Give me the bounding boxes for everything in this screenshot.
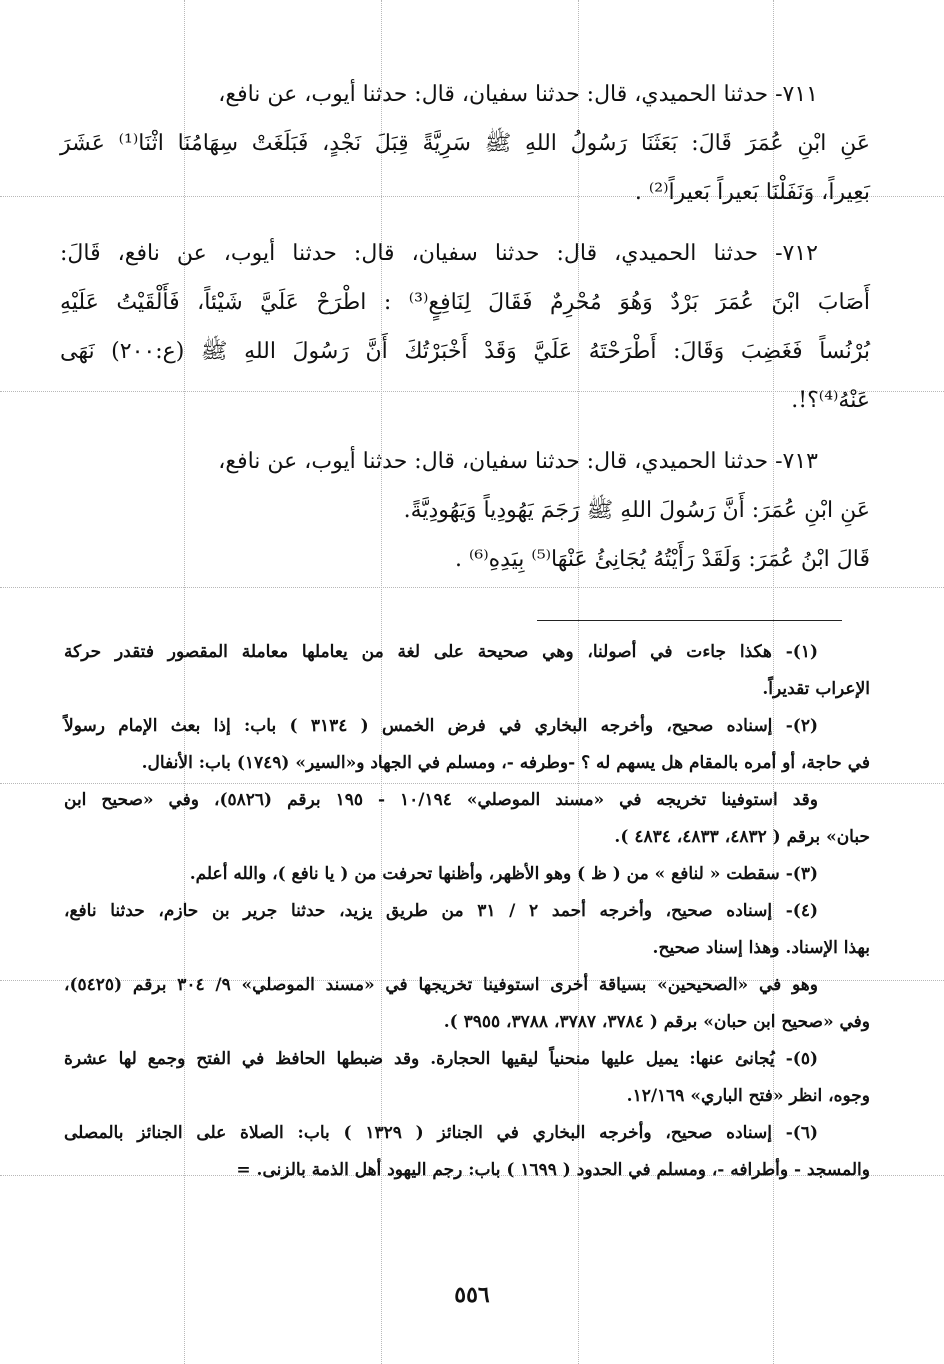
footnote-line: الإعراب تقديراً.	[762, 679, 870, 699]
footnote-1	[64, 634, 870, 708]
footnote-2	[64, 708, 870, 782]
hadith-text-line: قَالَ ابْنُ عُمَرَ: وَلَقَدْ رَأَيْتُهُ يُجَانِئُ عَنْهَا⁽⁵⁾ بِيَدِهِ⁽⁶⁾ .	[454, 547, 870, 572]
footnote-line: (٥)- يُجانئ عنها: يميل عليها منحنياً ليقيها الحجارة. وقد ضبطها الحافظ في الفتح وجمع لها عشرة	[64, 1049, 818, 1069]
hadith-isnad-line: ٧١٣- حدثنا الحميدي، قال: حدثنا سفيان، قال: حدثنا أيوب، عن نافع،	[218, 449, 818, 474]
hadith-isnad-line: ٧١١- حدثنا الحميدي، قال: حدثنا سفيان، قال: حدثنا أيوب، عن نافع،	[218, 82, 818, 107]
hadith-712	[60, 229, 870, 425]
footnote-line: (٦)- إسناده صحيح، وأخرجه البخاري في الجنائز ( ١٣٢٩ ) باب: الصلاة على الجنائز بالمصلى	[64, 1123, 819, 1143]
footnote-line: وقد استوفينا تخريجه في «مسند الموصلي» ١٠/١٩٤ - ١٩٥ برقم (٥٨٢٦)، وفي «صحيح ابن	[64, 790, 818, 810]
footnote-line: وهو في «الصحيحين» بسياقة أخرى استوفينا تخريجها في «مسند الموصلي» ٩/ ٣٠٤ برقم (٥٤٢٥)،	[64, 975, 818, 995]
hadith-713	[60, 437, 870, 584]
footnotes-section	[64, 634, 870, 1189]
footnote-line: والمسجد - وأطرافه -، ومسلم في الحدود ( ١٦٩٩ ) باب: رجم اليهود أهل الذمة بالزنى. =	[236, 1160, 870, 1180]
footnote-divider	[537, 620, 842, 621]
hadith-text-line: أَصَابَ ابْنَ عُمَرَ بَرْدٌ وَهُوَ مُحْرِمٌ فَقَالَ لِنَافِعٍ⁽³⁾ : اطْرَحْ عَلَيَّ شَيْئاً، فَأَلْقَيْتُ عَلَيْهِ	[60, 290, 870, 315]
hadith-text-line: بُرْنُساً فَغَضِبَ وَقَالَ: أَطْرَحْتَهُ عَلَيَّ وَقَدْ أَخْبَرْتُكَ أَنَّ رَسُولَ اللهِ ﷺ (ع:٢٠٠) نَهَى	[60, 339, 870, 364]
hadith-text-line: عَنِ ابْنِ عُمَرَ: أَنَّ رَسُولَ اللهِ ﷺ رَجَمَ يَهُودِياً وَيَهُودِيَّةً.	[403, 498, 870, 523]
hadith-text-line: عَنِ ابْنِ عُمَرَ قَالَ: بَعَثَنَا رَسُولُ اللهِ ﷺ سَرِيَّةً قِبَلَ نَجْدٍ، فَبَلَغَتْ سِهَامُنَا اثْنَا⁽¹⁾ عَشَرَ	[60, 131, 870, 156]
hadith-text-line: بَعِيراً، وَنَفَلْنَا بَعيراً بَعيراً⁽²⁾ .	[634, 180, 870, 205]
footnote-line: حبان» برقم ( ٤٨٣٢، ٤٨٣٣، ٤٨٣٤ ).	[614, 827, 870, 847]
footnote-line: بهذا الإسناد. وهذا إسناد صحيح.	[652, 938, 870, 958]
hadith-711	[60, 70, 870, 217]
footnote-4	[64, 893, 870, 967]
footnote-line: (٤)- إسناده صحيح، وأخرجه أحمد ٢ / ٣١ من طريق يزيد، حدثنا جرير بن حازم، حدثنا نافع،	[64, 901, 818, 921]
footnote-line: وفي «صحيح ابن حبان» برقم ( ٣٧٨٤، ٣٧٨٧، ٣٧٨٨، ٣٩٥٥ ).	[443, 1012, 870, 1032]
footnote-line: (١)- هكذا جاءت في أصولنا، وهي صحيحة على لغة من يعاملها معاملة المقصور فتقدر حركة	[64, 642, 818, 662]
footnote-4-continued	[64, 967, 870, 1041]
hadith-isnad-line: ٧١٢- حدثنا الحميدي، قال: حدثنا سفيان، قال: حدثنا أيوب، عن نافع، قَالَ:	[60, 241, 818, 266]
footnote-line: (٢)- إسناده صحيح، وأخرجه البخاري في فرض الخمس ( ٣١٣٤ ) باب: إذا بعث الإمام رسولاً	[64, 716, 818, 736]
footnote-2-continued	[64, 782, 870, 856]
footnote-line: في حاجة، أو أمره بالمقام هل يسهم له ؟ -وطرفه -، ومسلم في الجهاد و«السير» (١٧٤٩) باب: الأنفال.	[141, 753, 870, 773]
footnote-3	[64, 856, 870, 893]
footnote-line: (٣)- سقطت « لنافع » من ( ظ ) وهو الأظهر، وأظنها تحرفت من ( يا نافع )، والله أعلم.	[189, 864, 818, 884]
hadith-text-line: عَنْهُ⁽⁴⁾؟!.	[791, 388, 870, 413]
footnote-5	[64, 1041, 870, 1115]
hadith-section	[60, 70, 870, 596]
footnote-6	[64, 1115, 870, 1189]
page-number: ٥٥٦	[454, 1282, 490, 1308]
footnote-line: وجوه، انظر «فتح الباري» ١٢/١٦٩.	[626, 1086, 870, 1106]
